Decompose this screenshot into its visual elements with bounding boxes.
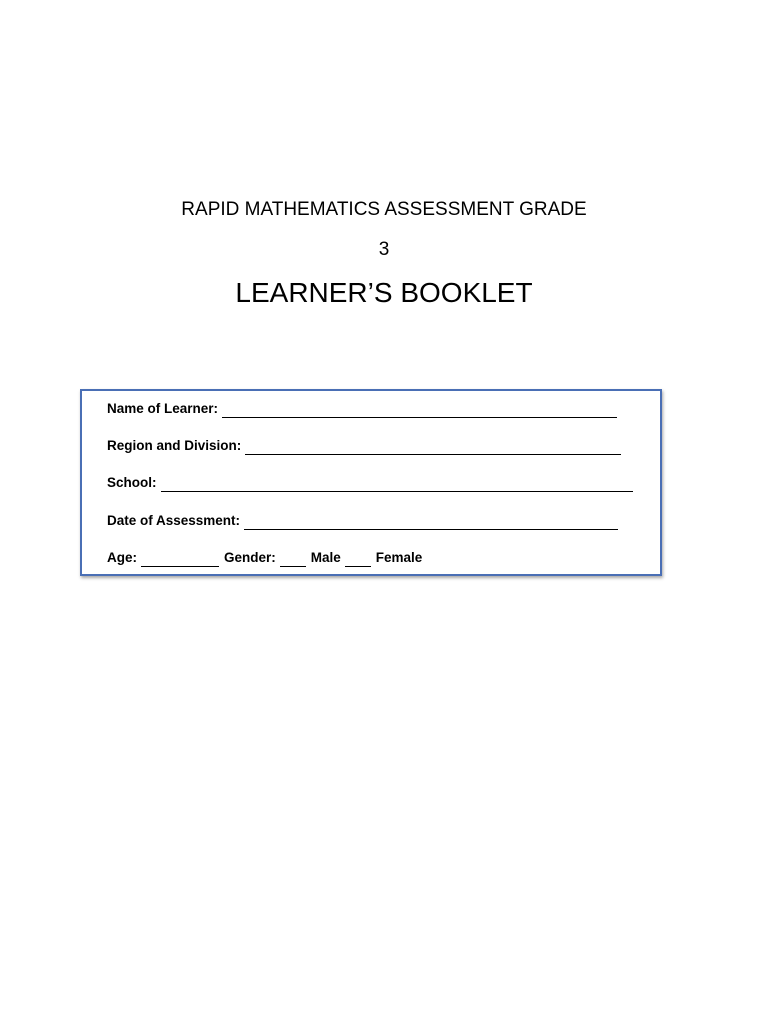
male-blank[interactable]: [280, 553, 306, 567]
region-field-row: [107, 437, 621, 455]
name-label: Name of Learner:: [107, 401, 219, 416]
age-gender-row: [107, 549, 422, 567]
female-blank[interactable]: [345, 553, 371, 567]
female-label: Female: [375, 550, 423, 565]
school-blank[interactable]: [161, 478, 633, 492]
learner-info-box: [80, 389, 662, 576]
age-label: Age:: [107, 550, 137, 565]
age-blank[interactable]: [141, 553, 219, 567]
male-label: Male: [310, 550, 341, 565]
booklet-title: LEARNER’S BOOKLET: [235, 277, 533, 308]
region-blank[interactable]: [245, 441, 621, 455]
date-blank[interactable]: [244, 516, 618, 530]
assessment-title: RAPID MATHEMATICS ASSESSMENT GRADE: [181, 199, 587, 220]
region-label: Region and Division:: [107, 438, 242, 453]
gender-label: Gender:: [224, 550, 276, 565]
date-field-row: [107, 512, 618, 530]
name-field-row: [107, 400, 617, 418]
date-label: Date of Assessment:: [107, 513, 241, 528]
name-blank[interactable]: [222, 404, 617, 418]
school-label: School:: [107, 475, 157, 490]
school-field-row: [107, 474, 633, 492]
grade-number: 3: [378, 239, 390, 260]
